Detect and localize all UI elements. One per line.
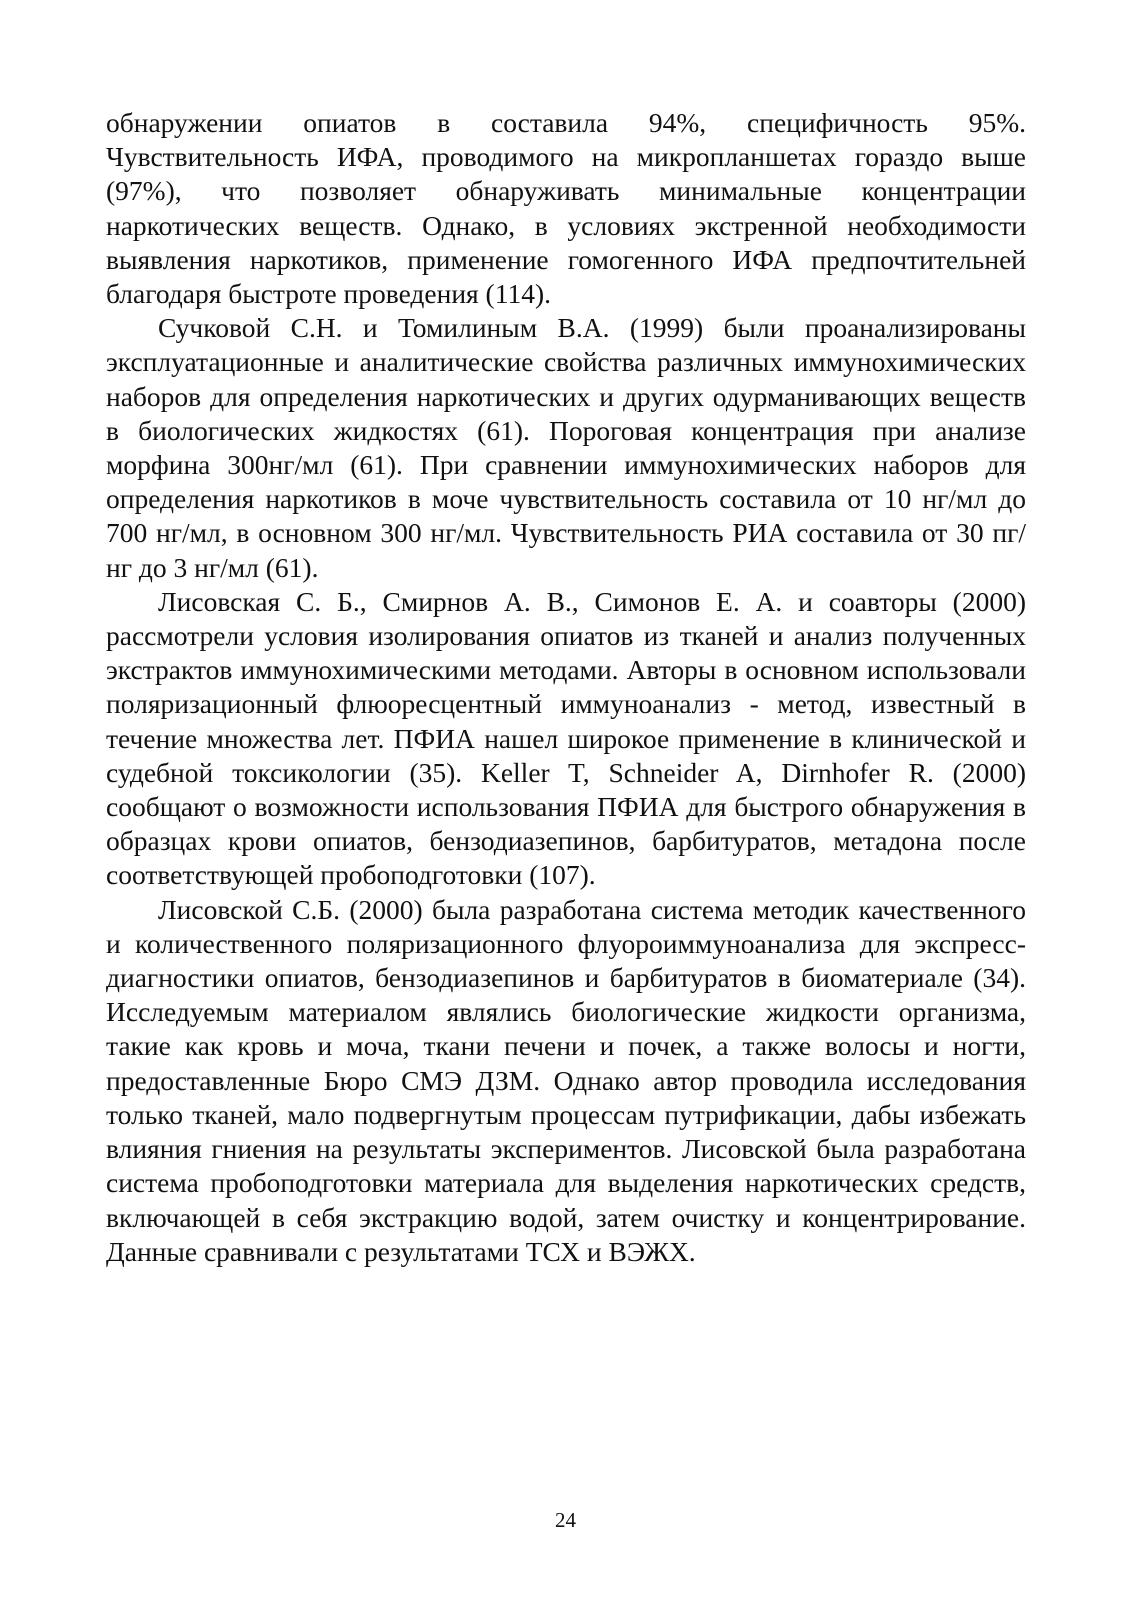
paragraph-suchkova: Сучковой С.Н. и Томилиным В.А. (1999) были проанализированы эксплуатационные и аналитические свойства различных иммунохимических наборов для определения наркотических и других одурманивающих веществ в биологических жидкостях (61). Пороговая концентрация при анализе морфина 300нг/мл (61). При сравнении иммунохимических наборов для определения наркотиков в моче чувствительность составила от 10 нг/мл до 700 нг/мл, в основном 300 нг/мл. Чувствительность РИА составила от 30 пг/нг до 3 нг/мл (61). [106,312,1026,583]
paragraph-lisovskaya-coauthors: Лисовская С. Б., Смирнов А. В., Симонов Е. А. и соавторы (2000) рассмотрели условия изолирования опиатов из тканей и анализ полученных экстрактов иммунохимическими методами. Авторы в основном использовали поляризационный флюоресцентный иммуноанализ - метод, известный в течение множества лет. ПФИА нашел широкое применение в клинической и судебной токсикологии (35). Keller T, Schneider A, Dirnhofer R. (2000) сообщают о возможности использования ПФИА для быстрого обнаружения в образцах крови опиатов, бензодиазепинов, барбитуратов, метадона после соответствующей пробоподготовки (107). [106,585,1026,891]
paragraph-continuation: обнаружении опиатов в составила 94%, специфичность 95%. Чувствительность ИФА, проводимого на микропланшетах гораздо выше (97%), что позволяет обнаруживать минимальные концентрации наркотических веществ. Однако, в условиях экстренной необходимости выявления наркотиков, применение гомогенного ИФА предпочтительней благодаря быстроте проведения (114). [106,107,1026,310]
body-text [106,106,1026,1269]
page-number: 24 [555,1508,576,1532]
paragraph-lisovskaya-methods: Лисовской С.Б. (2000) была разработана система методик качественного и количественного поляризационного флуороиммуноанализа для экспресс-диагностики опиатов, бензодиазепинов и барбитуратов в биоматериале (34). Исследуемым материалом являлись биологические жидкости организма, такие как кровь и моча, ткани печени и почек, а также волосы и ногти, предоставленные Бюро СМЭ ДЗМ. Однако автор проводила исследования только тканей, мало подвергнутым процессам путрификации, дабы избежать влияния гниения на результаты экспериментов. Лисовской была разработана система пробоподготовки материала для выделения наркотических средств, включающей в себя экстракцию водой, затем очистку и концентрирование. Данные сравнивали с результатами ТСХ и ВЭЖХ. [106,893,1026,1267]
